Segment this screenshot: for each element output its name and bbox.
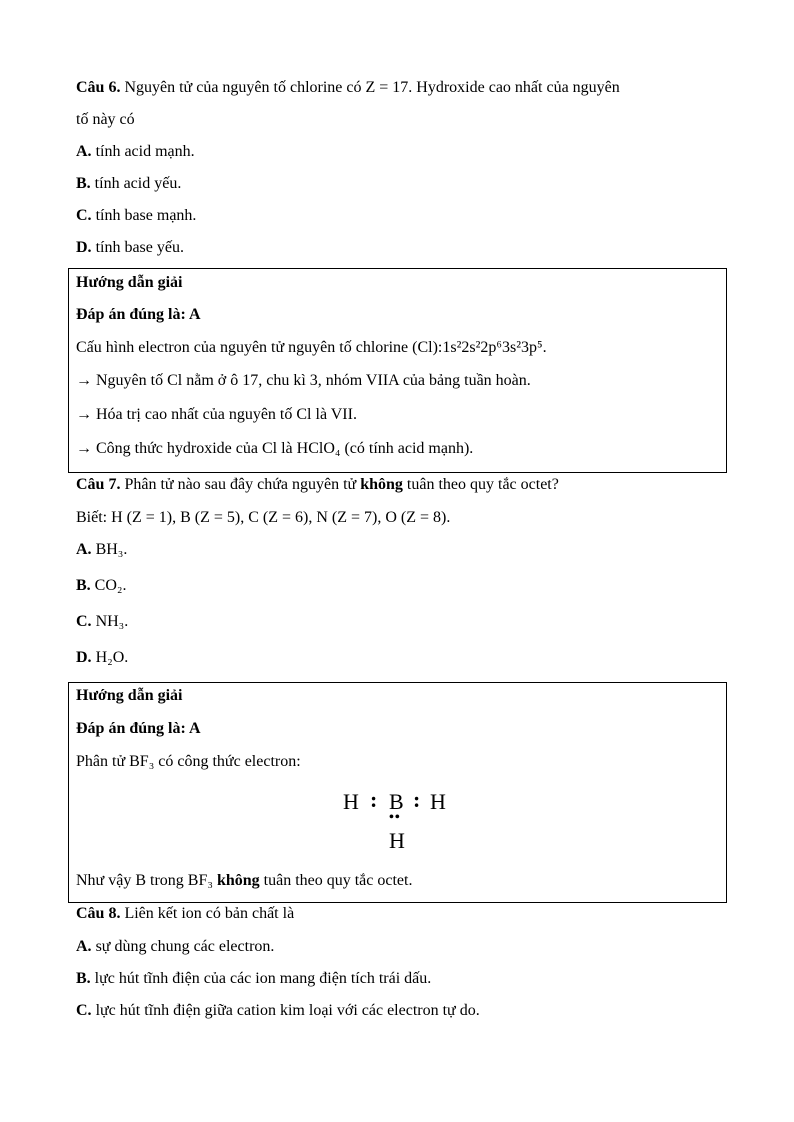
solution-text: Như vậy B trong — [76, 872, 188, 889]
lewis-pair-bottom: •• — [389, 810, 401, 825]
lewis-atom-left: H — [343, 789, 359, 814]
q8-text: Liên kết ion có bản chất là — [124, 905, 295, 922]
q6-option-c — [76, 206, 196, 226]
solution-text-bold: không — [216, 872, 260, 889]
q6-solution-config — [76, 338, 547, 358]
solution-text: → Công thức hydroxide của Cl là — [76, 440, 297, 457]
q7-solution-intro — [76, 752, 301, 772]
option-text: tính acid mạnh. — [95, 143, 195, 160]
option-key: A. — [76, 541, 92, 558]
q8-stem — [76, 904, 294, 924]
solution-text: có công thức electron: — [154, 753, 301, 770]
solution-text: (có tính acid mạnh). — [340, 440, 474, 457]
q6-text-1: Nguyên tử của nguyên tố chlorine có Z = 17. Hydroxide cao nhất của nguyên — [124, 79, 620, 96]
config-text: Cấu hình electron của nguyên tử nguyên tố chlorine (Cl): — [76, 339, 443, 356]
option-key: B. — [76, 970, 91, 987]
q8-label: Câu 8. — [76, 905, 121, 922]
solution-text: → Hóa trị cao nhất của nguyên tố Cl là VII. — [76, 406, 357, 423]
q6-solution-line2 — [76, 371, 531, 391]
option-text: NH₃. — [95, 613, 129, 630]
solution-heading-text: Hướng dẫn giải — [76, 687, 183, 704]
q6-solution-line3 — [76, 405, 357, 425]
formula-bf3: BF₃ — [129, 753, 155, 770]
option-text: lực hút tĩnh điện giữa cation kim loại với các electron tự do. — [95, 1002, 480, 1019]
q7-solution-conclusion — [76, 871, 412, 891]
lewis-atom-center: B — [389, 789, 404, 814]
lewis-atom-bottom: H — [389, 828, 405, 853]
option-text: CO₂. — [94, 577, 127, 594]
option-text: tính acid yếu. — [94, 175, 182, 192]
q6-option-d — [76, 238, 184, 258]
q7-hint-text: Biết: H (Z = 1), B (Z = 5), C (Z = 6), N (Z = 7), O (Z = 8). — [76, 509, 451, 526]
option-key: C. — [76, 1002, 92, 1019]
q6-option-a — [76, 142, 195, 162]
solution-text: tuân theo quy tắc octet. — [259, 872, 413, 889]
option-key: B. — [76, 577, 91, 594]
q6-stem-line1 — [76, 78, 620, 98]
option-text: tính base mạnh. — [95, 207, 197, 224]
option-key: C. — [76, 613, 92, 630]
option-text: lực hút tĩnh điện của các ion mang điện tích trái dấu. — [94, 970, 432, 987]
config-formula: 1s²2s²2p⁶3s²3p⁵. — [442, 339, 547, 356]
q7-text: tuân theo quy tắc octet? — [402, 476, 559, 493]
option-key: D. — [76, 649, 92, 666]
q8-option-a — [76, 937, 274, 957]
q7-hint — [76, 508, 450, 528]
q6-label: Câu 6. — [76, 79, 121, 96]
formula-hclo4: HClO₄ — [296, 440, 341, 457]
option-text: BH₃. — [95, 541, 128, 558]
option-text: sự dùng chung các electron. — [95, 938, 275, 955]
solution-answer-text: Đáp án đúng là: A — [76, 306, 201, 323]
lewis-pair-right: : — [413, 787, 421, 812]
q6-solution-line4 — [76, 439, 473, 459]
solution-text: → Nguyên tố Cl nằm ở ô 17, chu kì 3, nhóm VIIA của bảng tuần hoàn. — [76, 372, 531, 389]
option-text: H₂O. — [95, 649, 129, 666]
q7-option-d — [76, 648, 128, 668]
formula-bf3: BF₃ — [187, 872, 213, 889]
q7-option-a — [76, 540, 127, 560]
option-key: A. — [76, 938, 92, 955]
lewis-pair-left: : — [370, 787, 378, 812]
q8-option-c — [76, 1001, 480, 1021]
option-key: D. — [76, 239, 92, 256]
option-key: A. — [76, 143, 92, 160]
option-key: C. — [76, 207, 92, 224]
q7-option-b — [76, 576, 126, 596]
q6-stem-line2 — [76, 110, 135, 130]
q6-text-2: tố này có — [76, 111, 135, 128]
q6-option-b — [76, 174, 181, 194]
q7-text-bold: không — [360, 476, 403, 493]
q7-text: Phân tử nào sau đây chứa nguyên tử — [124, 476, 361, 493]
q6-solution-answer — [76, 305, 201, 325]
lewis-atom-right: H — [430, 789, 446, 814]
q8-option-b — [76, 969, 431, 989]
option-key: B. — [76, 175, 91, 192]
solution-heading-text: Hướng dẫn giải — [76, 274, 183, 291]
q7-solution-answer — [76, 719, 201, 739]
q7-label: Câu 7. — [76, 476, 121, 493]
q6-solution-heading — [76, 273, 183, 293]
q7-solution-heading — [76, 686, 183, 706]
solution-text: Phân tử — [76, 753, 130, 770]
q7-option-c — [76, 612, 128, 632]
solution-answer-text: Đáp án đúng là: A — [76, 720, 201, 737]
option-text: tính base yếu. — [95, 239, 184, 256]
q7-stem — [76, 475, 559, 495]
